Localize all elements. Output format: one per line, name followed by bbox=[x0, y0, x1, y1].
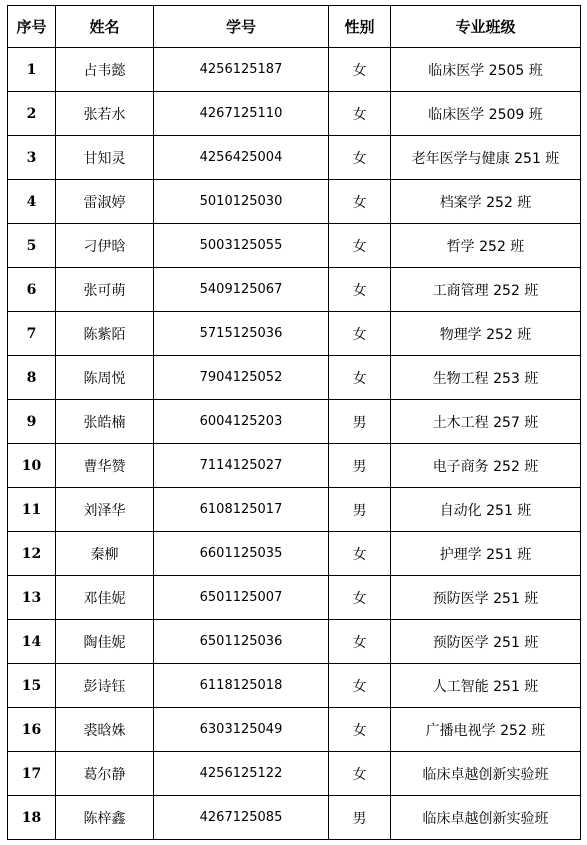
cell-student-id: 5715125036 bbox=[154, 312, 329, 356]
cell-student-id: 6108125017 bbox=[154, 488, 329, 532]
cell-name: 张可萌 bbox=[56, 268, 154, 312]
table-row bbox=[8, 620, 581, 664]
cell-name: 刁伊晗 bbox=[56, 224, 154, 268]
cell-student-id: 4267125085 bbox=[154, 796, 329, 840]
table-row bbox=[8, 444, 581, 488]
table-row bbox=[8, 576, 581, 620]
header-major-class: 专业班级 bbox=[391, 6, 581, 48]
cell-gender: 女 bbox=[329, 180, 391, 224]
cell-gender: 女 bbox=[329, 532, 391, 576]
cell-student-id: 5010125030 bbox=[154, 180, 329, 224]
table-row bbox=[8, 356, 581, 400]
cell-index: 3 bbox=[8, 136, 56, 180]
cell-major-class: 生物工程 253 班 bbox=[391, 356, 581, 400]
cell-index: 8 bbox=[8, 356, 56, 400]
cell-major-class: 预防医学 251 班 bbox=[391, 620, 581, 664]
table-row bbox=[8, 664, 581, 708]
header-gender: 性别 bbox=[329, 6, 391, 48]
cell-index: 14 bbox=[8, 620, 56, 664]
cell-gender: 女 bbox=[329, 268, 391, 312]
cell-student-id: 5409125067 bbox=[154, 268, 329, 312]
cell-major-class: 临床医学 2509 班 bbox=[391, 92, 581, 136]
cell-student-id: 5003125055 bbox=[154, 224, 329, 268]
cell-gender: 女 bbox=[329, 576, 391, 620]
cell-student-id: 6004125203 bbox=[154, 400, 329, 444]
table-row bbox=[8, 796, 581, 840]
cell-name: 甘知灵 bbox=[56, 136, 154, 180]
table-row bbox=[8, 312, 581, 356]
cell-gender: 男 bbox=[329, 400, 391, 444]
cell-index: 11 bbox=[8, 488, 56, 532]
cell-index: 6 bbox=[8, 268, 56, 312]
header-row bbox=[8, 6, 581, 48]
cell-name: 雷淑婷 bbox=[56, 180, 154, 224]
cell-index: 18 bbox=[8, 796, 56, 840]
cell-name: 邓佳妮 bbox=[56, 576, 154, 620]
table-body bbox=[8, 48, 581, 840]
table-row bbox=[8, 268, 581, 312]
table-row bbox=[8, 224, 581, 268]
cell-index: 2 bbox=[8, 92, 56, 136]
cell-index: 10 bbox=[8, 444, 56, 488]
cell-name: 葛尔静 bbox=[56, 752, 154, 796]
cell-index: 16 bbox=[8, 708, 56, 752]
table-row bbox=[8, 708, 581, 752]
table-row bbox=[8, 488, 581, 532]
cell-student-id: 6303125049 bbox=[154, 708, 329, 752]
table-row bbox=[8, 180, 581, 224]
table-row bbox=[8, 752, 581, 796]
cell-major-class: 工商管理 252 班 bbox=[391, 268, 581, 312]
cell-student-id: 6601125035 bbox=[154, 532, 329, 576]
cell-name: 张若水 bbox=[56, 92, 154, 136]
header-student-id: 学号 bbox=[154, 6, 329, 48]
cell-student-id: 6501125007 bbox=[154, 576, 329, 620]
cell-major-class: 临床卓越创新实验班 bbox=[391, 796, 581, 840]
table-header bbox=[8, 6, 581, 48]
header-index: 序号 bbox=[8, 6, 56, 48]
table-row bbox=[8, 92, 581, 136]
cell-gender: 女 bbox=[329, 752, 391, 796]
cell-student-id: 6501125036 bbox=[154, 620, 329, 664]
table-row bbox=[8, 532, 581, 576]
cell-name: 陶佳妮 bbox=[56, 620, 154, 664]
cell-index: 13 bbox=[8, 576, 56, 620]
cell-gender: 女 bbox=[329, 708, 391, 752]
student-roster-table bbox=[7, 5, 581, 840]
cell-index: 1 bbox=[8, 48, 56, 92]
cell-gender: 女 bbox=[329, 48, 391, 92]
cell-student-id: 6118125018 bbox=[154, 664, 329, 708]
cell-gender: 女 bbox=[329, 224, 391, 268]
cell-major-class: 护理学 251 班 bbox=[391, 532, 581, 576]
cell-name: 张皓楠 bbox=[56, 400, 154, 444]
cell-student-id: 7904125052 bbox=[154, 356, 329, 400]
cell-index: 15 bbox=[8, 664, 56, 708]
cell-name: 彭诗钰 bbox=[56, 664, 154, 708]
cell-gender: 女 bbox=[329, 92, 391, 136]
cell-gender: 男 bbox=[329, 444, 391, 488]
cell-student-id: 4256425004 bbox=[154, 136, 329, 180]
cell-index: 4 bbox=[8, 180, 56, 224]
cell-student-id: 4256125122 bbox=[154, 752, 329, 796]
cell-major-class: 电子商务 252 班 bbox=[391, 444, 581, 488]
cell-student-id: 4267125110 bbox=[154, 92, 329, 136]
cell-major-class: 临床卓越创新实验班 bbox=[391, 752, 581, 796]
cell-index: 7 bbox=[8, 312, 56, 356]
cell-major-class: 预防医学 251 班 bbox=[391, 576, 581, 620]
cell-student-id: 4256125187 bbox=[154, 48, 329, 92]
cell-name: 秦柳 bbox=[56, 532, 154, 576]
cell-major-class: 临床医学 2505 班 bbox=[391, 48, 581, 92]
cell-index: 12 bbox=[8, 532, 56, 576]
cell-gender: 男 bbox=[329, 488, 391, 532]
cell-major-class: 土木工程 257 班 bbox=[391, 400, 581, 444]
table-row bbox=[8, 136, 581, 180]
cell-major-class: 广播电视学 252 班 bbox=[391, 708, 581, 752]
cell-major-class: 自动化 251 班 bbox=[391, 488, 581, 532]
table-row bbox=[8, 48, 581, 92]
header-name: 姓名 bbox=[56, 6, 154, 48]
cell-major-class: 哲学 252 班 bbox=[391, 224, 581, 268]
cell-index: 5 bbox=[8, 224, 56, 268]
cell-gender: 女 bbox=[329, 356, 391, 400]
cell-major-class: 老年医学与健康 251 班 bbox=[391, 136, 581, 180]
cell-student-id: 7114125027 bbox=[154, 444, 329, 488]
cell-name: 陈梓鑫 bbox=[56, 796, 154, 840]
cell-name: 陈周悦 bbox=[56, 356, 154, 400]
table-row bbox=[8, 400, 581, 444]
cell-index: 17 bbox=[8, 752, 56, 796]
cell-major-class: 档案学 252 班 bbox=[391, 180, 581, 224]
cell-gender: 男 bbox=[329, 796, 391, 840]
cell-major-class: 物理学 252 班 bbox=[391, 312, 581, 356]
cell-index: 9 bbox=[8, 400, 56, 444]
cell-gender: 女 bbox=[329, 620, 391, 664]
cell-major-class: 人工智能 251 班 bbox=[391, 664, 581, 708]
cell-name: 陈紫陌 bbox=[56, 312, 154, 356]
cell-gender: 女 bbox=[329, 664, 391, 708]
cell-gender: 女 bbox=[329, 136, 391, 180]
cell-name: 曹华赞 bbox=[56, 444, 154, 488]
cell-name: 刘泽华 bbox=[56, 488, 154, 532]
cell-name: 占韦懿 bbox=[56, 48, 154, 92]
cell-name: 裘晗姝 bbox=[56, 708, 154, 752]
cell-gender: 女 bbox=[329, 312, 391, 356]
